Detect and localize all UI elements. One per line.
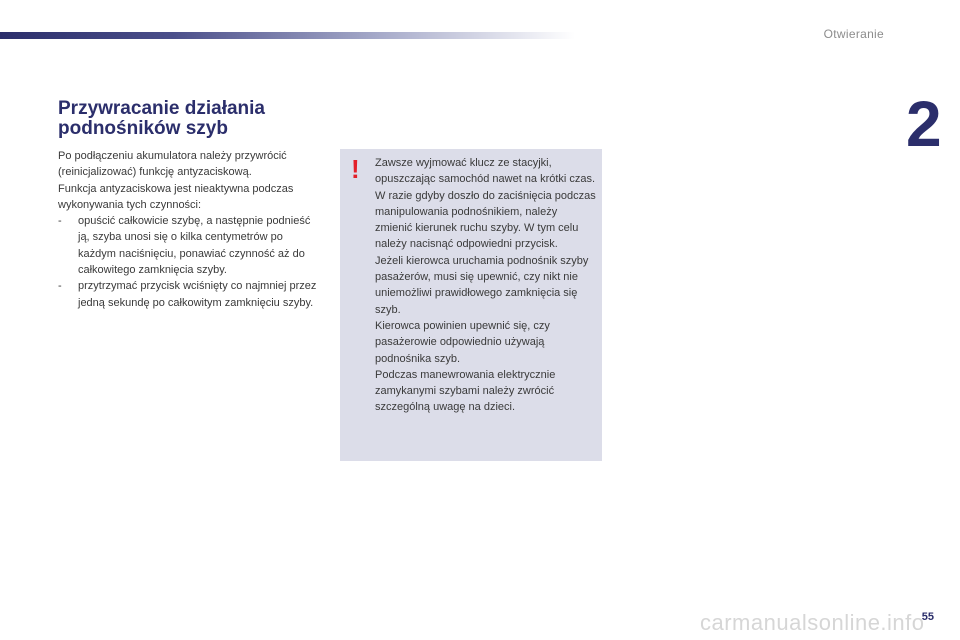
intro-paragraph: Po podłączeniu akumulatora należy przywrócić (reinicjalizować) funkcję antyzaciskową. (58, 150, 287, 179)
list-item-text: opuścić całkowicie szybę, a następnie podnieść ją, szyba unosi się o kilka centymetrów po każdym naciśnięciu, ponawiać czynność aż do całkowitego zamknięcia szyby. (78, 215, 311, 277)
instructions-text (58, 148, 323, 311)
list-item (58, 213, 323, 278)
list-item-text: przytrzymać przycisk wciśnięty co najmniej przez jedną sekundę po całkowitym zamknięciu szyby. (78, 280, 317, 309)
watermark: carmanualsonline.info (700, 610, 925, 635)
page-title (58, 99, 328, 139)
section-label: Otwieranie (823, 27, 884, 41)
warning-box (340, 149, 602, 461)
intro-paragraph: Funkcja antyzaciskowa jest nieaktywna podczas wykonywania tych czynności: (58, 182, 294, 211)
page-number: 55 (921, 611, 934, 623)
page-title-line-1: Przywracanie działania (58, 98, 265, 119)
warning-paragraph: Kierowca powinien upewnić się, czy pasażerowie odpowiednio używają podnośnika szyb. (375, 319, 550, 365)
chapter-number: 2 (906, 88, 942, 160)
steps-list (58, 213, 323, 311)
page-title-line-2: podnośników szyb (58, 118, 228, 139)
warning-paragraph: W razie gdyby doszło do zaciśnięcia podczas manipulowania podnośnikiem, należy zmienić kierunek ruchu szyby. W tym celu należy nacisnąć odpowiedni przycisk. (375, 189, 596, 251)
list-bullet: - (58, 215, 62, 228)
exclamation-warning-icon: ! (351, 154, 360, 184)
header-gradient-bar (0, 32, 575, 39)
list-bullet: - (58, 280, 62, 293)
warning-paragraph: Podczas manewrowania elektrycznie zamykanymi szybami należy zwrócić szczególną uwagę na dzieci. (375, 368, 556, 414)
warning-text (375, 155, 597, 416)
warning-paragraph: Zawsze wyjmować klucz ze stacyjki, opuszczając samochód nawet na krótki czas. (375, 157, 596, 186)
list-item (58, 278, 323, 311)
warning-paragraph: Jeżeli kierowca uruchamia podnośnik szyby pasażerów, musi się upewnić, czy nikt nie uniemożliwi prawidłowego zamknięcia się szyb. (375, 254, 589, 316)
